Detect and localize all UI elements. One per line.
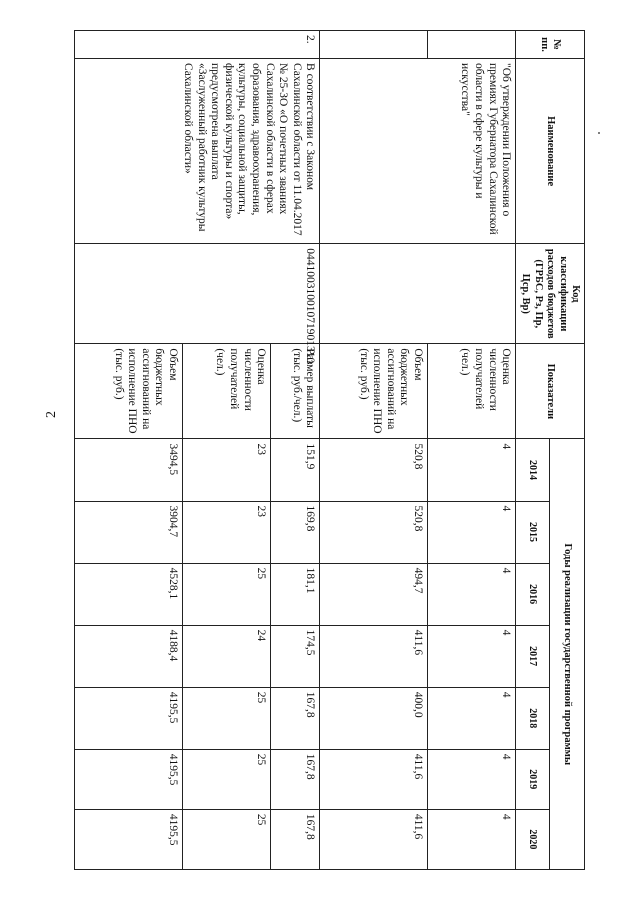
value-cell: 4188,4 xyxy=(75,625,183,687)
year-header: 2020 xyxy=(516,809,550,869)
value-cell: 4 xyxy=(427,625,515,687)
table-row xyxy=(271,31,320,870)
value-cell: 520,8 xyxy=(320,439,428,501)
value-cell: 4528,1 xyxy=(75,563,183,625)
value-cell: 3904,7 xyxy=(75,501,183,563)
year-header: 2015 xyxy=(516,501,550,563)
value-cell: 411,6 xyxy=(320,749,428,809)
year-header: 2017 xyxy=(516,625,550,687)
header-row-1 xyxy=(550,31,585,870)
value-cell: 167,8 xyxy=(271,687,320,749)
year-header: 2019 xyxy=(516,749,550,809)
value-cell: 4195,5 xyxy=(75,809,183,869)
header-num: № пп. xyxy=(516,31,585,59)
row-indicator: Объем бюджетных ассигнований на исполнение ПНО (тыс. руб.) xyxy=(75,344,183,439)
row-indicator: Оценка численности получателей (чел.) xyxy=(427,344,515,439)
value-cell: 4 xyxy=(427,501,515,563)
value-cell: 167,8 xyxy=(271,809,320,869)
year-header: 2014 xyxy=(516,439,550,501)
value-cell: 4 xyxy=(427,439,515,501)
value-cell: 23 xyxy=(183,501,271,563)
value-cell: 4 xyxy=(427,563,515,625)
value-cell: 411,6 xyxy=(320,809,428,869)
row-code: 04410031001071901310 xyxy=(75,244,320,344)
header-indicators: Показатели xyxy=(516,344,585,439)
value-cell: 151,9 xyxy=(271,439,320,501)
value-cell: 400,0 xyxy=(320,687,428,749)
table-row xyxy=(427,31,515,870)
header-code: Код классификации расходов бюджетов (ГРБС, Рз, Пр, Цср, Вр) xyxy=(516,244,585,344)
year-header: 2016 xyxy=(516,563,550,625)
value-cell: 494,7 xyxy=(320,563,428,625)
value-cell: 169,8 xyxy=(271,501,320,563)
value-cell: 174,5 xyxy=(271,625,320,687)
year-header: 2018 xyxy=(516,687,550,749)
row-indicator: Объем бюджетных ассигнований на исполнение ПНО (тыс. руб.) xyxy=(320,344,428,439)
row-num xyxy=(320,31,428,59)
program-table xyxy=(74,30,585,870)
header-name: Наименование xyxy=(516,59,585,244)
value-cell: 23 xyxy=(183,439,271,501)
value-cell: 24 xyxy=(183,625,271,687)
value-cell: 25 xyxy=(183,687,271,749)
row-indicator: Размер выплаты (тыс. руб./чел.) xyxy=(271,344,320,439)
header-years-group: Годы реализации государственной программы xyxy=(550,439,585,870)
value-cell: 520,8 xyxy=(320,501,428,563)
value-cell: 4 xyxy=(427,809,515,869)
value-cell: 4 xyxy=(427,687,515,749)
value-cell: 25 xyxy=(183,563,271,625)
row-indicator: Оценка численности получателей (чел.) xyxy=(183,344,271,439)
value-cell: 167,8 xyxy=(271,749,320,809)
scan-speck xyxy=(598,132,600,134)
row-num xyxy=(427,31,515,59)
value-cell: 25 xyxy=(183,749,271,809)
page-number: 2 xyxy=(44,411,59,418)
value-cell: 181,1 xyxy=(271,563,320,625)
row-num: 2. xyxy=(75,31,320,59)
row-name: "Об утверждении Положения о премиях Губернатора Сахалинской области в сфере культуры и искусства" xyxy=(320,59,516,244)
value-cell: 4195,5 xyxy=(75,687,183,749)
row-code xyxy=(320,244,516,344)
value-cell: 4195,5 xyxy=(75,749,183,809)
row-name: В соответствии с Законом Сахалинской области от 11.04.2017 № 25-ЗО «О почетных званиях Сахалинской области в сферах образования, здравоохранения, культуры, социальной защиты, физической культуры и спорта» предусмотрена выплата «Заслуженный работник культуры Сахалинской области» xyxy=(75,59,320,244)
value-cell: 411,6 xyxy=(320,625,428,687)
value-cell: 3494,5 xyxy=(75,439,183,501)
value-cell: 4 xyxy=(427,749,515,809)
rotated-table-container xyxy=(105,30,585,870)
value-cell: 25 xyxy=(183,809,271,869)
